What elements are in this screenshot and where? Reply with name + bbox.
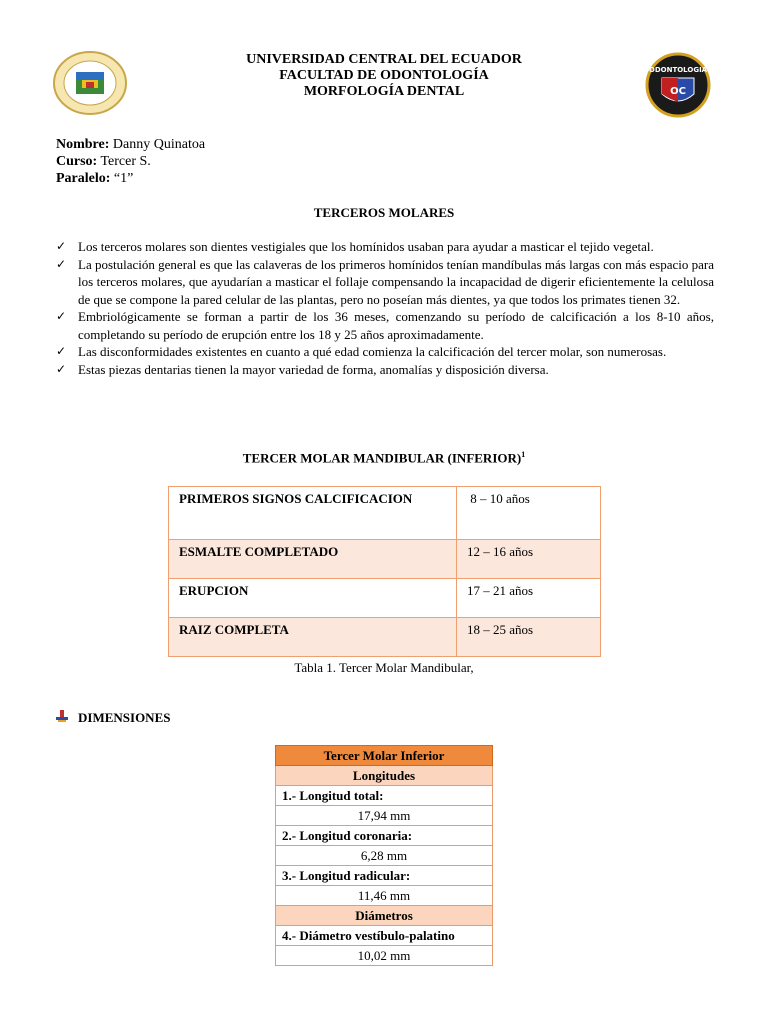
table-cell-label: PRIMEROS SIGNOS CALCIFICACION [169, 487, 457, 540]
table-row [276, 826, 493, 846]
table-row [276, 806, 493, 826]
parallel-value: “1” [113, 171, 134, 186]
table-row [169, 540, 601, 579]
table-cell-label: ESMALTE COMPLETADO [169, 540, 457, 579]
dimension-value: 17,94 mm [276, 806, 493, 826]
list-item: ✓ La postulación general es que las calaveras de los primeros homínidos tenían mandíbulas más largas con más espacio para los terceros molares, que ayudarían a masticar el follaje compensando la incapacidad de digerir eficientemente la celulosa de que se compone la pared celular de las plantas, pero no poseían más dientes, ya que todos los primates tienen 32. [56, 256, 714, 307]
logo-mark: OC [670, 86, 686, 97]
list-item: ✓ Los terceros molares son dientes vestigiales que los homínidos usaban para ayudar a masticar el tejido vegetal. [56, 239, 654, 254]
dimension-label: 3.- Longitud radicular: [276, 866, 493, 886]
student-parallel-row [56, 170, 205, 187]
table-cell-value: 18 – 25 años [457, 618, 601, 657]
dimension-value: 6,28 mm [276, 846, 493, 866]
table-row [276, 906, 493, 926]
table-row [276, 946, 493, 966]
course-label: Curso: [56, 154, 98, 169]
table-cell-value: 8 – 10 años [457, 487, 601, 540]
student-name-row [56, 136, 205, 153]
name-label: Nombre: [56, 137, 110, 152]
dimension-label: 2.- Longitud coronaria: [276, 826, 493, 846]
dimension-value: 10,02 mm [276, 946, 493, 966]
checkmark-icon: ✓ [56, 309, 67, 323]
bullet-arrow-icon [56, 710, 70, 726]
table-row [276, 846, 493, 866]
document-header [0, 52, 768, 100]
dimensions-table [275, 745, 493, 966]
student-course-row [56, 153, 205, 170]
parallel-label: Paralelo: [56, 171, 111, 186]
table-cell-value: 12 – 16 años [457, 540, 601, 579]
checkmark-icon: ✓ [56, 256, 67, 271]
dimensions-heading: DIMENSIONES [56, 710, 170, 726]
header-university: UNIVERSIDAD CENTRAL DEL ECUADOR [246, 52, 522, 67]
checkmark-icon: ✓ [56, 239, 67, 253]
table-row [276, 866, 493, 886]
facts-list [56, 238, 714, 378]
list-item: ✓ Embriológicamente se forman a partir de los 36 meses, comenzando su período de calcificación a los 8-10 años, completando su período de erupción entre los 18 y 25 años aproximadamente. [56, 309, 714, 342]
table-row [276, 926, 493, 946]
checkmark-icon: ✓ [56, 344, 67, 358]
header-subject: MORFOLOGÍA DENTAL [303, 84, 465, 99]
table-caption: Tabla 1. Tercer Molar Mandibular, [294, 660, 474, 675]
table-title: Tercer Molar Inferior [276, 746, 493, 766]
table-cell-label: ERUPCION [169, 579, 457, 618]
dimension-value: 11,46 mm [276, 886, 493, 906]
name-value: Danny Quinatoa [112, 137, 206, 152]
table-row [276, 886, 493, 906]
section-title-mandibular: TERCER MOLAR MANDIBULAR (INFERIOR)$^1$ [242, 450, 526, 466]
table-cell-label: RAIZ COMPLETA [169, 618, 457, 657]
student-info [56, 136, 205, 187]
table-row [276, 766, 493, 786]
header-faculty: FACULTAD DE ODONTOLOGÍA [279, 68, 489, 83]
course-value: Tercer S. [100, 154, 151, 169]
table-cell-value: 17 – 21 años [457, 579, 601, 618]
table-row [276, 786, 493, 806]
table-row [169, 579, 601, 618]
group-diametros: Diámetros [276, 906, 493, 926]
list-item: ✓ Las disconformidades existentes en cuanto a qué edad comienza la calcificación del tercer molar, son numerosas. [56, 344, 667, 359]
footnote-marker: 1 [521, 450, 526, 459]
table-row [169, 618, 601, 657]
calcification-table [168, 486, 601, 657]
group-longitudes: Longitudes [276, 766, 493, 786]
list-item: ✓ Estas piezas dentarias tienen la mayor variedad de forma, anomalías y disposición diversa. [56, 361, 549, 377]
dimension-label: 4.- Diámetro vestíbulo-palatino [276, 926, 493, 946]
section-title-terceros-molares: TERCEROS MOLARES [313, 205, 455, 220]
table-row [276, 746, 493, 766]
table-row [169, 487, 601, 540]
checkmark-icon: ✓ [56, 361, 67, 376]
dimension-label: 1.- Longitud total: [276, 786, 493, 806]
logo-caption: ODONTOLOGIA [648, 66, 708, 74]
